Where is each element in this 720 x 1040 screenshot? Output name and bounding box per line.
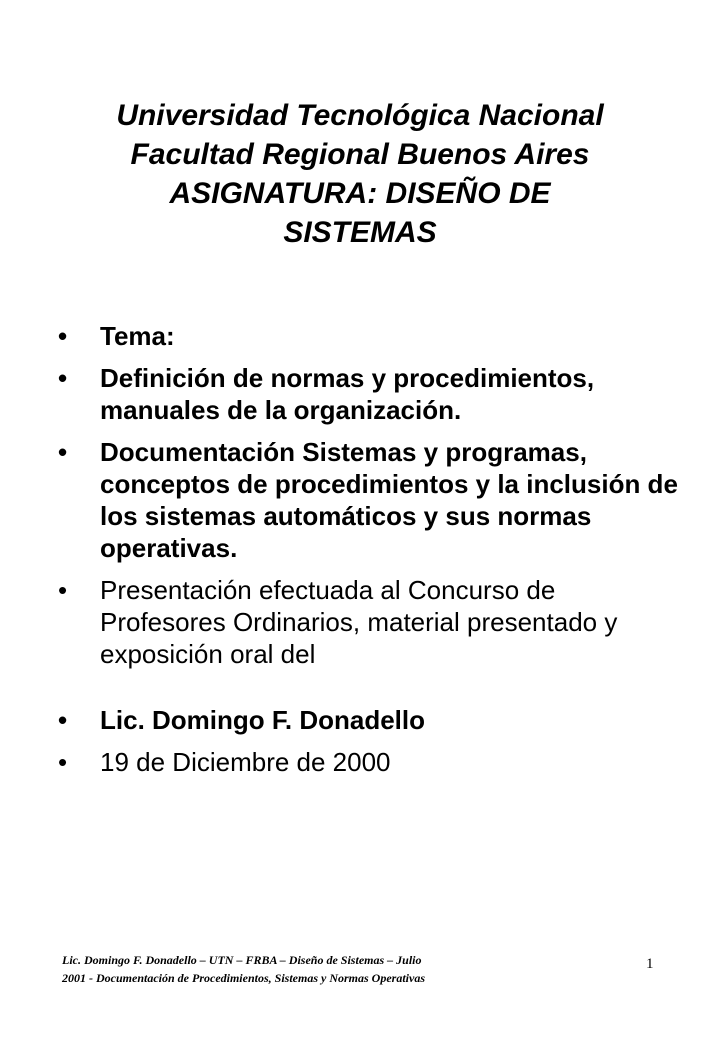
- bullet-text: Documentación Sistemas y programas, conceptos de procedimientos y la inclusión de los sistemas automáticos y sus normas operativas.: [100, 437, 678, 563]
- title-line-university: Universidad Tecnológica Nacional: [116, 99, 604, 132]
- bullet-topic: [58, 320, 683, 352]
- title-line-subject-cont: SISTEMAS: [283, 216, 437, 249]
- bullet-documentation: [58, 436, 683, 564]
- bullet-dot: •: [58, 575, 68, 605]
- page-number: 1: [646, 956, 654, 972]
- bullet-definition: [58, 362, 683, 426]
- bullet-dot: •: [58, 747, 68, 777]
- bullet-author: [58, 704, 683, 736]
- bullet-text: Presentación efectuada al Concurso de Profesores Ordinarios, material presentado y exposición oral del: [100, 575, 618, 669]
- bullet-text: 19 de Diciembre de 2000: [100, 747, 391, 777]
- bullet-dot: •: [58, 705, 68, 735]
- title-line-subject: ASIGNATURA: DISEÑO DE: [169, 177, 551, 210]
- bullet-text: Tema:: [100, 321, 175, 351]
- bullet-dot: •: [58, 363, 68, 393]
- page-footer: [62, 951, 622, 987]
- bullet-date: [58, 746, 683, 778]
- footer-line-2: 2001 - Documentación de Procedimientos, Sistemas y Normas Operativas: [62, 971, 425, 985]
- bullet-text: Lic. Domingo F. Donadello: [100, 705, 425, 735]
- slide-title: [60, 96, 660, 252]
- footer-line-1: Lic. Domingo F. Donadello – UTN – FRBA – Diseño de Sistemas – Julio: [62, 953, 422, 967]
- bullet-dot: •: [58, 321, 68, 351]
- bullet-presentation: [58, 574, 683, 670]
- bullet-text: Definición de normas y procedimientos, manuales de la organización.: [100, 363, 595, 425]
- bullet-list: [58, 320, 683, 788]
- title-line-faculty: Facultad Regional Buenos Aires: [130, 138, 590, 171]
- bullet-dot: •: [58, 437, 68, 467]
